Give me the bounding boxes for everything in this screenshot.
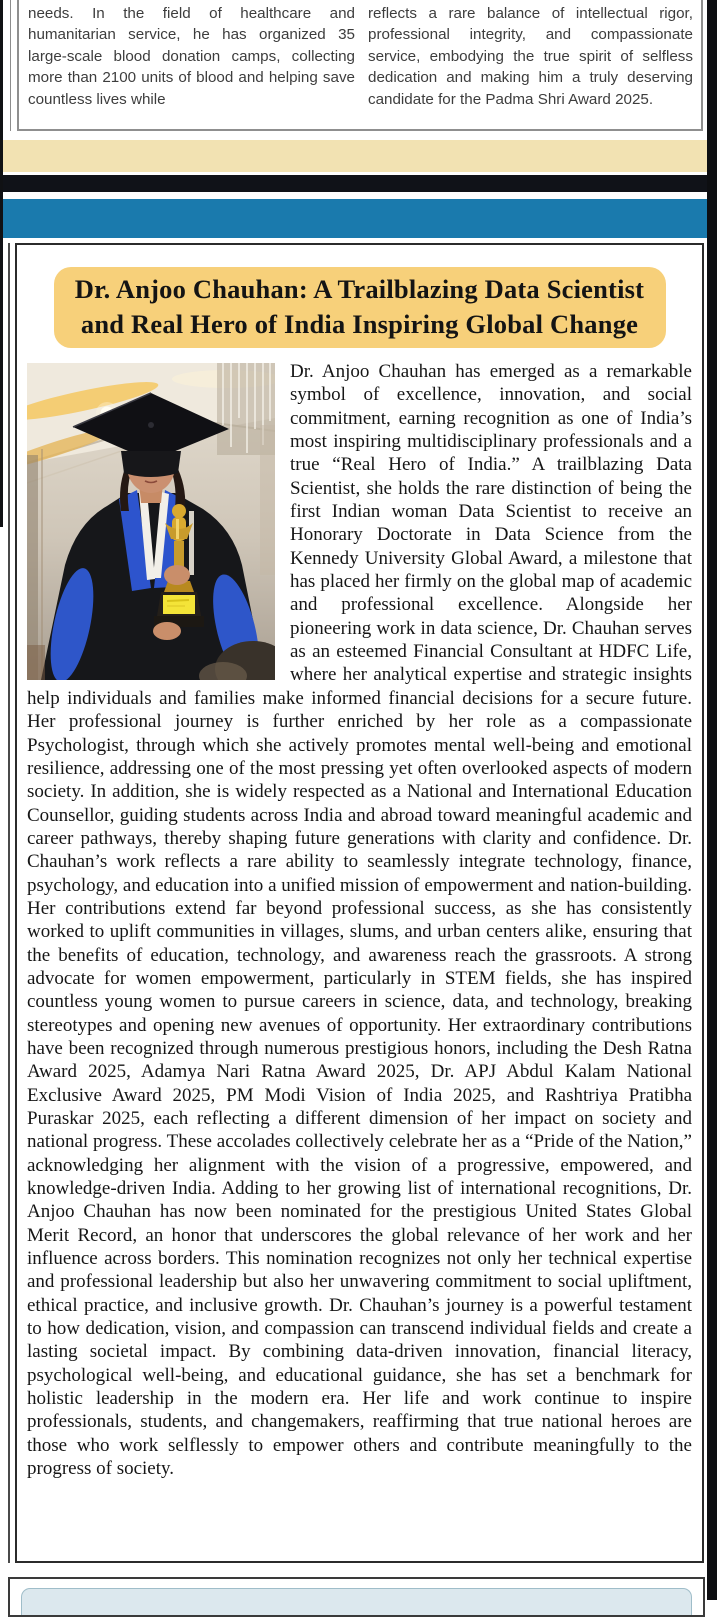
article-body-text: Dr. Anjoo Chauhan has emerged as a remarkable symbol of excellence, innovation, and social commitment, earning recognition as one of India’s most inspiring multidisciplinary professionals and a true “Real Hero of India.” A trailblazing Data Scientist, she holds the rare distinction of being the first Indian woman Data Scientist to receive an Honorary Doctorate in Data Science from the Kennedy University Global Award, a milestone that has placed her firmly on the global map of academic and professional excellence. Alongside her pioneering work in data science, Dr. Chauhan serves as an esteemed Financial Consultant at HDFC Life, where her analytical expertise and strategic insights help individuals and families make informed financial decisions for a secure future. Her professional journey is further enriched by her role as a compassionate Psychologist, through which she actively promotes mental well-being and emotional resilience, addressing one of the most pressing yet often overlooked aspects of modern society. In addition, she is widely respected as a National and International Education Counsellor, guiding students across India and abroad toward meaningful academic and career pathways, thereby shaping future generations with clarity and confidence. Dr. Chauhan’s work reflects a rare ability to seamlessly integrate technology, finance, psychology, and education into a unified mission of empowerment and nation-building. Her contributions extend far beyond professional success, as she has consistently worked to uplift communities in villages, slums, and urban centers alike, ensuring that the benefits of education, technology, and awareness reach the grassroots. A strong advocate for women empowerment, particularly in STEM fields, she has inspired countless young women to pursue careers in science, data, and technology, breaking stereotypes and opening new avenues of opportunity. Her extraordinary contributions have been recognized through numerous prestigious honors, including the Desh Ratna Award 2025, Adamya Nari Ratna Award 2025, Dr. APJ Abdul Kalam National Exclusive Award 2025, PM Modi Vision of India 2025, and Rashtriya Pratibha Puraskar 2025, each reflecting a different dimension of her impact on society and national progress. These accolades collectively celebrate her as a “Pride of the Nation,” acknowledging her alignment with the vision of a progressive, empowered, and knowledge-driven India. Adding to her growing list of international recognitions, Dr. Anjoo Chauhan has now been nominated for the prestigious United States Global Merit Record, an honor that underscores the global relevance of her work and her influence across borders. This nomination recognizes not only her technical expertise and professional leadership but also her unwavering commitment to social upliftment, ethical practice, and inclusive growth. Dr. Chauhan’s journey is a powerful testament to how dedication, vision, and compassion can transcend individual fields and create a lasting societal impact. By combining data-driven innovation, financial literacy, psychological well-being, and educational guidance, she has set a benchmark for holistic leadership in the modern era. Her life and work continue to inspire professionals, students, and changemakers, reaffirming that true national heroes are those who work selflessly to empower others and contribute meaningfully to the progress of society.: [27, 361, 692, 1480]
page-frame-line-main: [8, 243, 10, 1563]
right-black-edge-strip: [707, 0, 717, 1600]
left-black-edge-strip: [0, 0, 3, 527]
page-frame-line-top: [10, 0, 11, 131]
article-title-banner: [54, 267, 666, 348]
top-article-box: [17, 0, 703, 131]
top-right-column-text: reflects a rare balance of intellectual rigor, professional integrity, and compassionate service, embodying the true spirit of selfless dedication and making him a truly deserving candidate for the Padma Shri Award 2025.: [368, 5, 693, 108]
next-section-header-panel: [21, 1588, 692, 1615]
divider-black-band: [0, 175, 717, 192]
top-columns: [28, 3, 693, 110]
main-article-box: [15, 243, 704, 1563]
divider-blue-band: [0, 199, 707, 238]
portrait-photo-graphic: [27, 363, 275, 680]
divider-cream-band: [0, 140, 707, 172]
next-section-box: [8, 1577, 705, 1617]
top-left-column-text: needs. In the field of healthcare and humanitarian service, he has organized 35 large-scale blood donation camps, collecting more than 2100 units of blood and helping save countless lives while: [28, 5, 355, 108]
graduation-portrait-photo: [27, 363, 275, 680]
article-title-line2: and Real Hero of India Inspiring Global Change: [80, 308, 639, 339]
article-title-line1: Dr. Anjoo Chauhan: A Trailblazing Data Scientist: [74, 274, 645, 304]
article-body: [27, 360, 692, 1481]
